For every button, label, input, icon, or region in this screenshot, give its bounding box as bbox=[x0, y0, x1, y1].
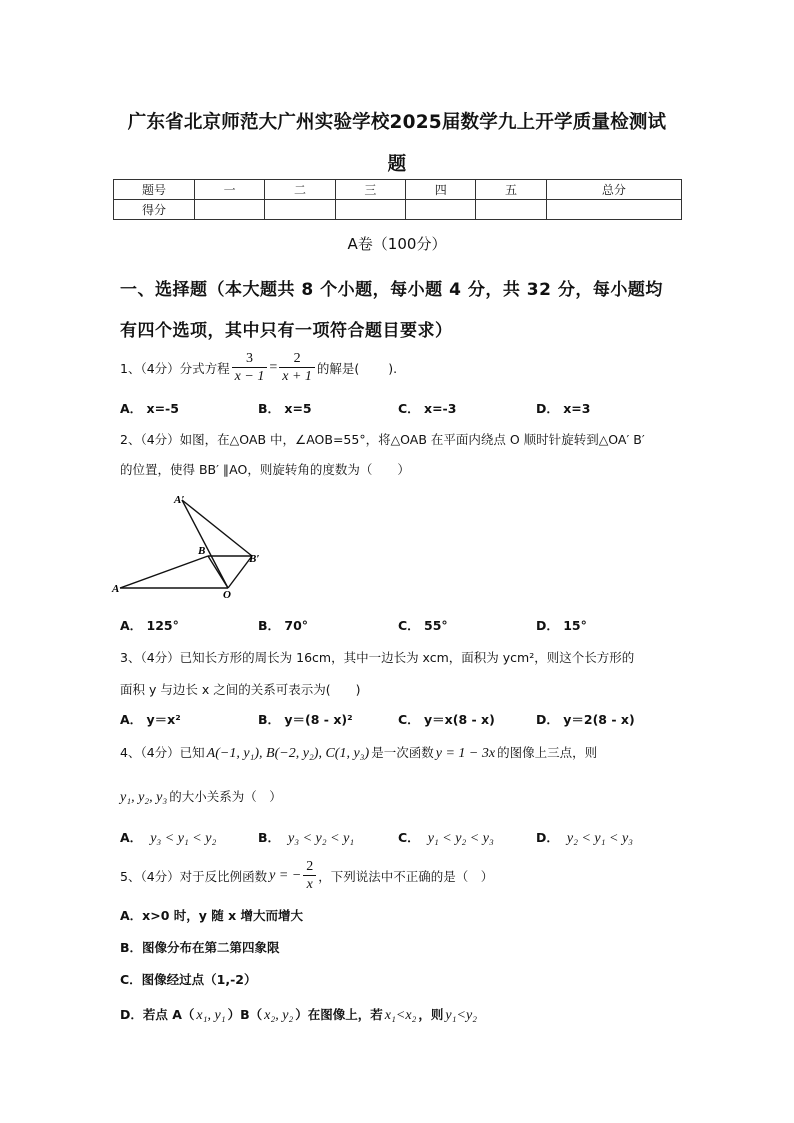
question-5 bbox=[120, 858, 493, 893]
option-a[interactable]: A． y＝x² bbox=[120, 712, 181, 727]
option-text: ，则 bbox=[418, 1007, 444, 1022]
option-math: x₁, y₁ bbox=[196, 1008, 226, 1023]
score-input-cell[interactable] bbox=[406, 200, 476, 220]
option-math: y₁<y₂ bbox=[445, 1008, 478, 1023]
table-cell: 五 bbox=[476, 180, 546, 200]
option-b[interactable]: B．图像分布在第二第四象限 bbox=[120, 940, 280, 955]
segment-ab bbox=[120, 556, 208, 588]
fraction bbox=[232, 350, 268, 385]
table-cell: 总分 bbox=[546, 180, 681, 200]
option-label: B． bbox=[258, 830, 281, 845]
option-a[interactable]: A． 125° bbox=[120, 618, 179, 633]
score-input-cell[interactable] bbox=[476, 200, 546, 220]
score-table-header-row bbox=[114, 180, 682, 200]
question-5-function-lhs: y = − bbox=[269, 867, 302, 883]
segment-a-prime-b-prime bbox=[182, 500, 252, 556]
question-4 bbox=[120, 743, 597, 762]
question-3-text-continued: 面积 y 与边长 x 之间的关系可表示为( ) bbox=[120, 682, 361, 697]
fraction-denominator: x + 1 bbox=[282, 369, 312, 384]
question-5-prefix: 5、（4分）对于反比例函数 bbox=[120, 868, 268, 884]
option-math: y₁ < y₂ < y₃ bbox=[427, 831, 494, 846]
question-4-variables: y₁, y₂, y₃ bbox=[120, 790, 168, 805]
label-b: B bbox=[198, 545, 206, 557]
option-c[interactable]: C．图像经过点（1,-2） bbox=[120, 972, 257, 987]
section-heading-continued: 有四个选项，其中只有一项符合题目要求） bbox=[120, 321, 453, 341]
option-math: y₃ < y₁ < y₂ bbox=[150, 831, 217, 846]
fraction bbox=[303, 858, 316, 893]
option-label: C． bbox=[398, 830, 420, 845]
question-5-suffix: ，下列说法中不正确的是（ ） bbox=[318, 868, 494, 884]
option-text: ）在图像上，若 bbox=[295, 1007, 383, 1022]
option-label: D． bbox=[536, 830, 559, 845]
option-math: x₁<x₂ bbox=[384, 1008, 417, 1023]
question-4-continued bbox=[120, 787, 282, 806]
option-b[interactable]: B． 70° bbox=[258, 618, 309, 633]
question-2-text-continued: 的位置，使得 BB′ ∥AO，则旋转角的度数为（ ） bbox=[120, 462, 410, 477]
option-d[interactable]: D． x=3 bbox=[536, 401, 591, 416]
score-table-score-row bbox=[114, 200, 682, 220]
option-b[interactable]: B． y＝(8 - x)² bbox=[258, 712, 353, 727]
fraction-denominator: x bbox=[306, 877, 313, 892]
score-input-cell[interactable] bbox=[335, 200, 405, 220]
fraction-numerator: 2 bbox=[303, 858, 316, 876]
option-b[interactable] bbox=[258, 828, 354, 847]
option-c[interactable] bbox=[398, 828, 494, 847]
table-cell: 一 bbox=[195, 180, 265, 200]
label-a-prime: A′ bbox=[174, 494, 185, 506]
question-4-prefix: 4、（4分）已知 bbox=[120, 745, 205, 760]
question-3-text: 3、（4分）已知长方形的周长为 16cm，其中一边长为 xcm，面积为 ycm²，则这个长方形的 bbox=[120, 650, 635, 665]
option-a[interactable]: A． x=-5 bbox=[120, 401, 179, 416]
option-d[interactable]: D． 15° bbox=[536, 618, 587, 633]
question-4-mid: 是一次函数 bbox=[371, 745, 434, 760]
question-2-text: 2、（4分）如图，在△OAB 中，∠AOB=55°，将△OAB 在平面内绕点 O 顺时针旋转到△OA′ B′ bbox=[120, 432, 645, 447]
option-d[interactable]: D． y＝2(8 - x) bbox=[536, 712, 635, 727]
option-c[interactable]: C． y＝x(8 - x) bbox=[398, 712, 495, 727]
volume-heading: A卷（100分） bbox=[347, 235, 447, 253]
option-d[interactable] bbox=[120, 1005, 477, 1024]
table-cell: 三 bbox=[335, 180, 405, 200]
label-a: A bbox=[112, 583, 120, 595]
equals-sign: = bbox=[269, 359, 278, 375]
option-math: x₂, y₂ bbox=[264, 1008, 294, 1023]
option-c[interactable]: C． x=-3 bbox=[398, 401, 457, 416]
option-text: D．若点 A（ bbox=[120, 1007, 195, 1022]
fraction-denominator: x − 1 bbox=[234, 369, 265, 384]
question-4-text: 的大小关系为（ ） bbox=[169, 789, 282, 804]
table-cell: 得分 bbox=[114, 200, 195, 220]
question-1-suffix: 的解是( ). bbox=[316, 360, 398, 376]
label-o: O bbox=[223, 589, 231, 598]
option-text: ）B（ bbox=[227, 1007, 263, 1022]
rotation-figure bbox=[110, 488, 270, 598]
option-c[interactable]: C． 55° bbox=[398, 618, 448, 633]
fraction-numerator: 3 bbox=[232, 350, 268, 368]
option-a[interactable]: A．x>0 时，y 随 x 增大而增大 bbox=[120, 908, 304, 923]
table-cell: 四 bbox=[406, 180, 476, 200]
section-heading: 一、选择题（本大题共 8 个小题，每小题 4 分，共 32 分，每小题均 bbox=[120, 280, 663, 300]
option-label: A． bbox=[120, 830, 143, 845]
score-input-cell[interactable] bbox=[265, 200, 335, 220]
option-d[interactable] bbox=[536, 828, 633, 847]
option-math: y₂ < y₁ < y₃ bbox=[566, 831, 634, 846]
option-math: y₃ < y₂ < y₁ bbox=[288, 831, 355, 846]
table-cell: 题号 bbox=[114, 180, 195, 200]
question-1 bbox=[120, 350, 397, 385]
score-input-cell[interactable] bbox=[546, 200, 681, 220]
label-b-prime: B′ bbox=[249, 553, 260, 565]
segment-a-prime-o bbox=[182, 500, 228, 588]
table-cell: 二 bbox=[265, 180, 335, 200]
page-title: 广东省北京师范大广州实验学校2025届数学九上开学质量检测试 bbox=[127, 112, 667, 133]
question-4-suffix: 的图像上三点，则 bbox=[497, 745, 598, 760]
option-a[interactable] bbox=[120, 828, 216, 847]
score-table bbox=[113, 179, 682, 220]
question-4-points: A(−1, y₁), B(−2, y₂), C(1, y₃) bbox=[206, 746, 370, 761]
fraction-numerator: 2 bbox=[279, 350, 315, 368]
question-1-prefix: 1、（4分）分式方程 bbox=[120, 360, 230, 376]
fraction bbox=[279, 350, 315, 385]
page-title-continued: 题 bbox=[387, 154, 407, 175]
score-input-cell[interactable] bbox=[195, 200, 265, 220]
question-4-function: y = 1 − 3x bbox=[435, 746, 496, 761]
option-b[interactable]: B． x=5 bbox=[258, 401, 312, 416]
